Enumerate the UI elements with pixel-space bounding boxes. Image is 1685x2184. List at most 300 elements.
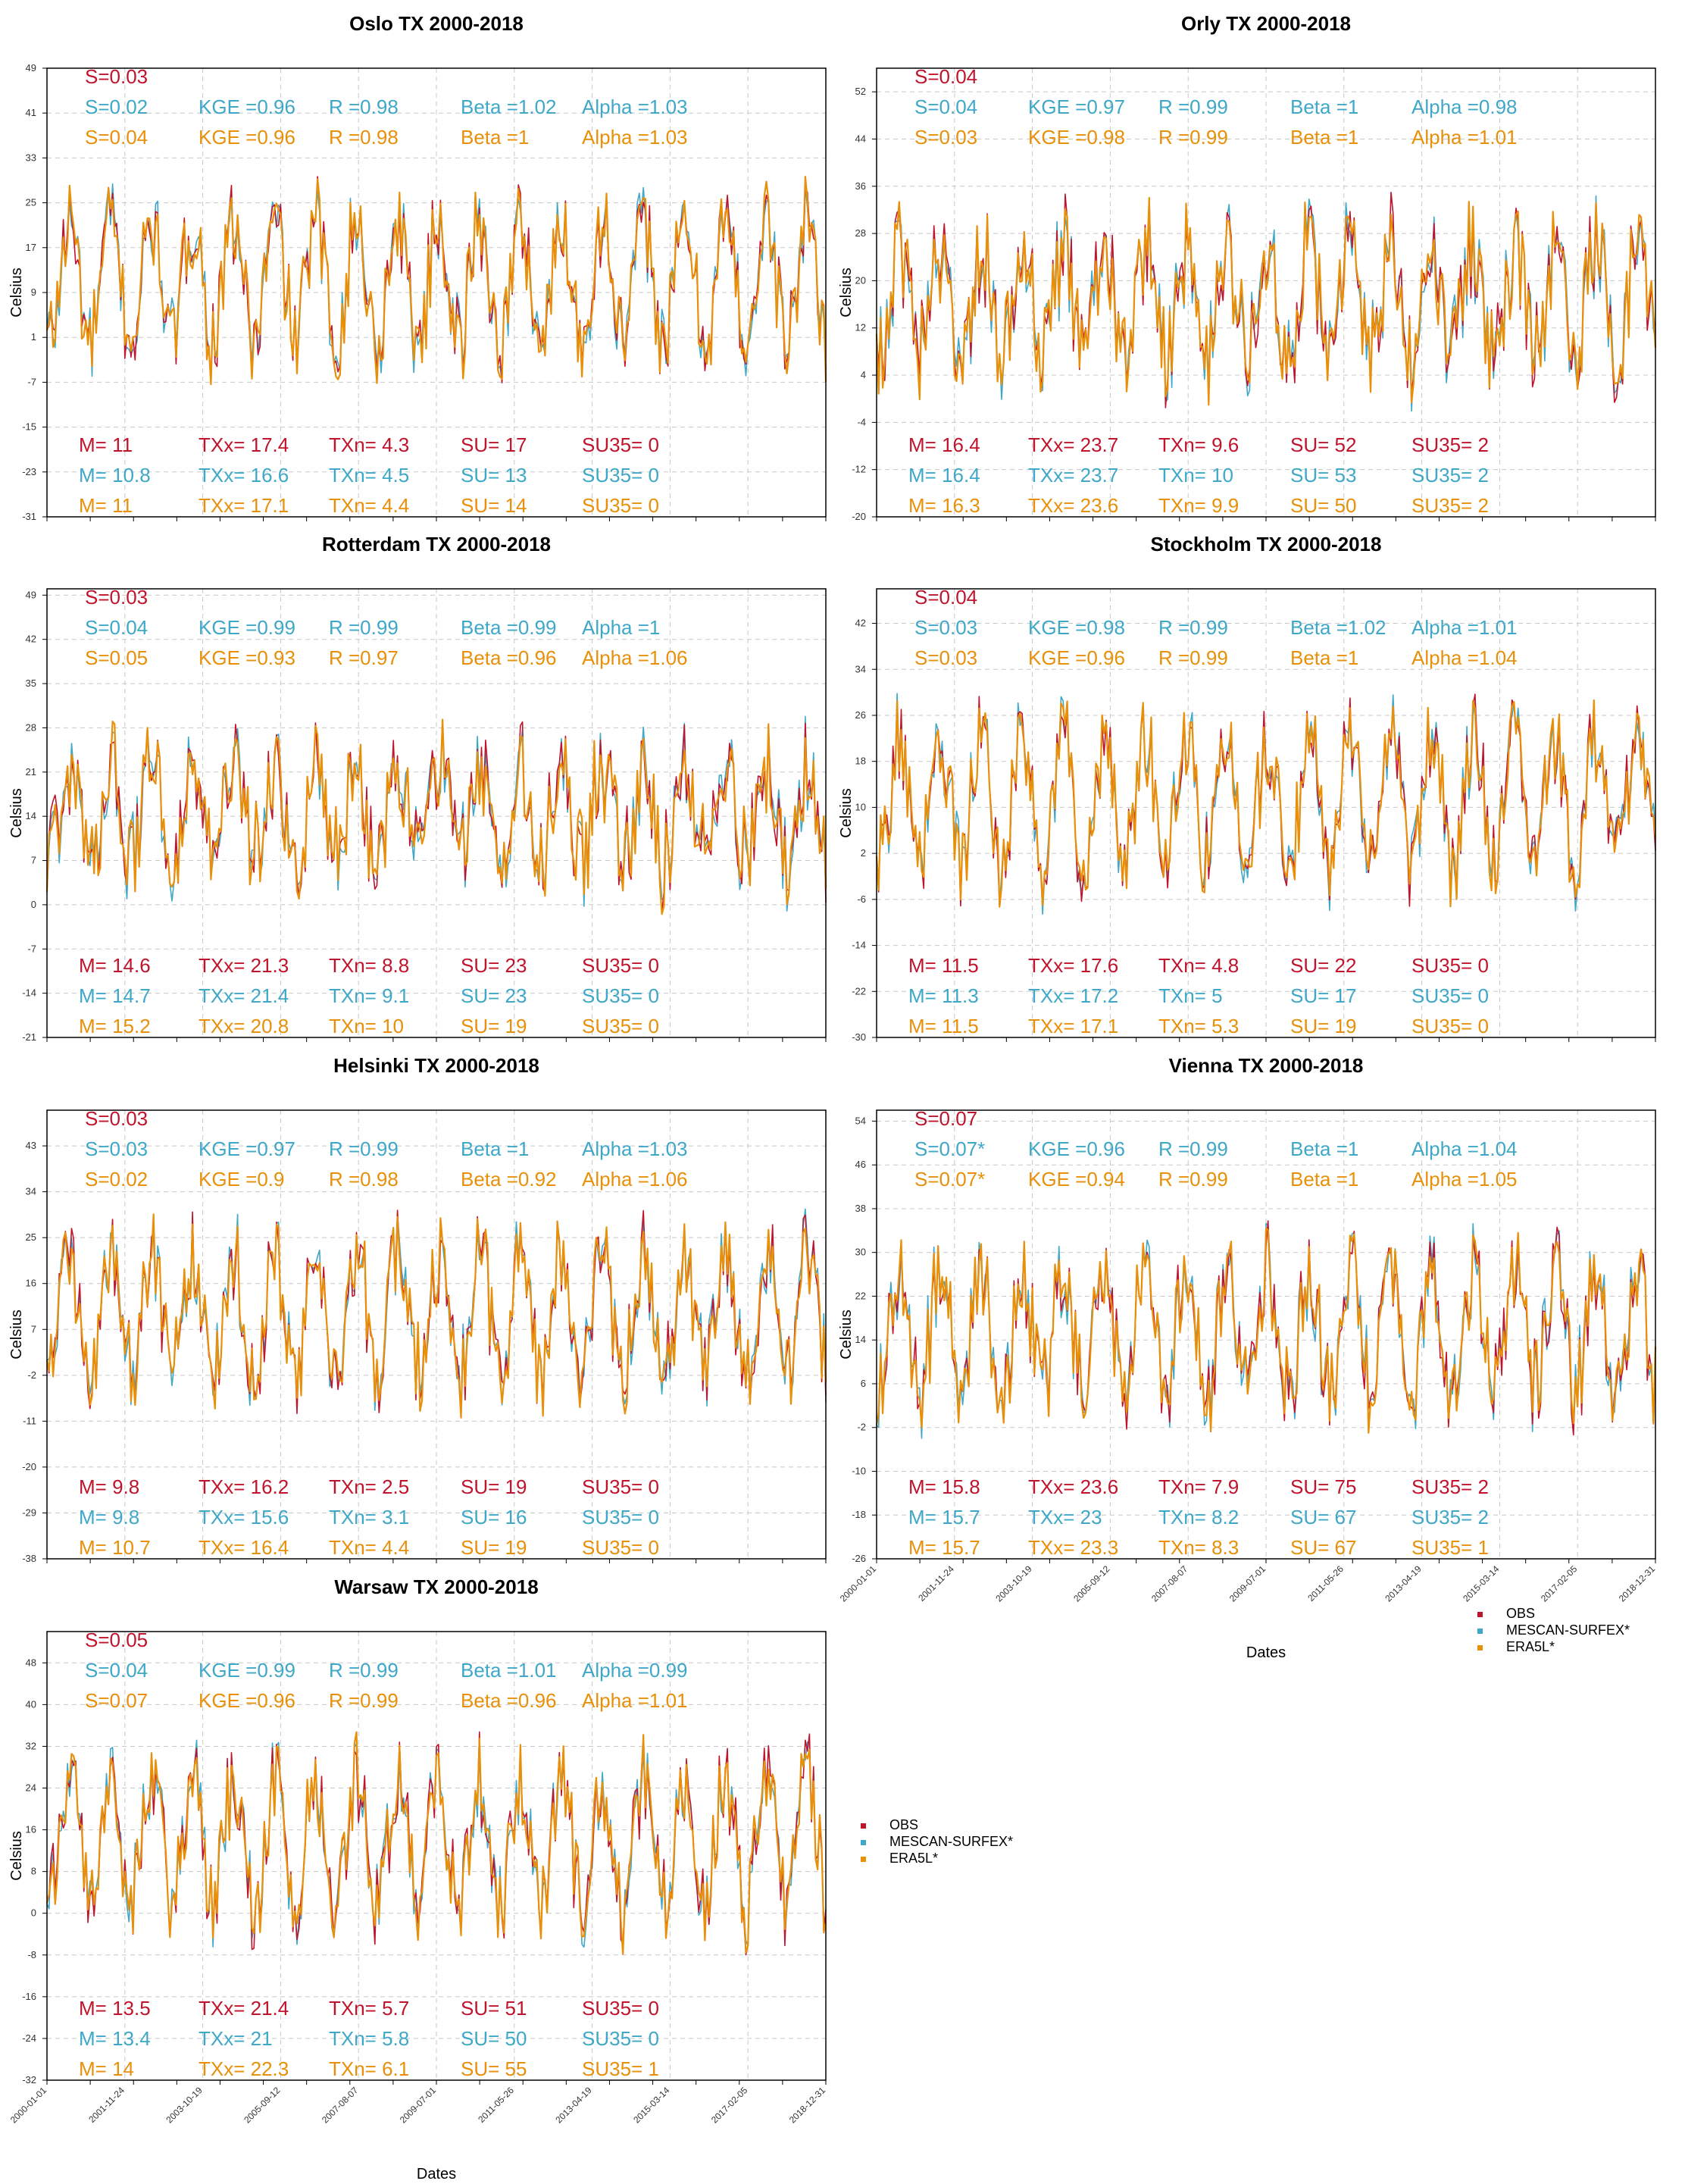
stat-label: S=0.04 (85, 126, 148, 149)
y-tick-label: 54 (855, 1115, 866, 1127)
stat-label: TXx= 17.1 (199, 494, 289, 517)
stat-label: KGE =0.96 (199, 95, 295, 118)
stat-label: SU= 19 (461, 1015, 527, 1037)
stat-label: Beta =1.02 (1290, 616, 1386, 639)
y-tick-label: -6 (857, 893, 866, 905)
stat-label: SU= 17 (1290, 984, 1357, 1007)
y-tick-label: -7 (27, 376, 36, 388)
y-tick-label: -22 (852, 985, 866, 997)
x-axis-label: Dates (416, 2166, 457, 2182)
y-tick-label: -26 (852, 1553, 866, 1564)
y-tick-label: 0 (30, 1907, 36, 1919)
stat-label: S=0.02 (85, 1168, 148, 1191)
stat-label: M= 11.3 (908, 984, 979, 1007)
y-tick-label: 16 (25, 1277, 36, 1289)
stat-label: S=0.04 (914, 65, 978, 88)
stat-label: SU= 52 (1290, 433, 1357, 456)
y-tick-label: -14 (22, 987, 36, 999)
y-tick-label: 14 (855, 1334, 866, 1346)
stat-label: TXn= 6.1 (329, 2057, 410, 2080)
stat-label: TXx= 17.2 (1028, 984, 1119, 1007)
stat-label: S=0.07 (914, 1107, 978, 1130)
stat-label: TXn= 2.5 (329, 1475, 410, 1498)
y-tick-label: 21 (25, 765, 36, 778)
stat-label: SU= 19 (461, 1536, 527, 1559)
x-tick-label: 2009-07-01 (1227, 1563, 1268, 1604)
stat-label: SU= 19 (1290, 1015, 1357, 1037)
legend-entry: MESCAN-SURFEX* (1506, 1622, 1630, 1638)
stat-label: TXn= 4.4 (329, 494, 410, 517)
legend (1477, 1606, 1630, 1654)
stat-label: KGE =0.99 (199, 1659, 295, 1682)
stat-label: TXx= 15.6 (199, 1506, 289, 1528)
stat-label: SU35= 0 (582, 433, 659, 456)
stat-label: SU= 13 (461, 464, 527, 487)
y-tick-label: -15 (22, 421, 36, 433)
stat-label: TXx= 23 (1028, 1506, 1102, 1528)
stat-label: S=0.07* (914, 1168, 986, 1191)
x-axis-label: Dates (1246, 1644, 1286, 1661)
stat-label: Alpha =1.05 (1411, 1168, 1518, 1191)
chart-title: Oslo TX 2000-2018 (349, 12, 524, 35)
stat-label: SU= 17 (461, 433, 527, 456)
stat-label: M= 13.4 (79, 2027, 151, 2050)
legend-entry: OBS (1506, 1606, 1536, 1621)
stat-label: TXx= 21.4 (199, 1997, 289, 2020)
y-tick-label: 2 (860, 847, 866, 859)
stat-label: SU= 50 (461, 2027, 527, 2050)
chart-title: Helsinki TX 2000-2018 (333, 1054, 539, 1077)
stat-label: TXx= 23.7 (1028, 464, 1119, 487)
stat-label: Beta =1 (461, 1137, 530, 1160)
stat-label: SU= 22 (1290, 954, 1357, 977)
y-tick-label: 25 (25, 196, 36, 208)
stat-label: TXn= 5.3 (1158, 1015, 1240, 1037)
stat-label: TXx= 16.4 (199, 1536, 289, 1559)
stat-label: KGE =0.93 (199, 646, 295, 669)
stat-label: SU35= 2 (1411, 433, 1489, 456)
stat-label: Beta =1 (1290, 95, 1359, 118)
stat-label: KGE =0.96 (1028, 646, 1125, 669)
stat-label: R =0.99 (329, 1689, 399, 1712)
stat-label: Alpha =1.01 (582, 1689, 688, 1712)
stat-label: M= 14.6 (79, 954, 151, 977)
stat-label: M= 11.5 (908, 954, 979, 977)
y-tick-label: 34 (25, 1185, 36, 1197)
stat-label: TXx= 17.1 (1028, 1015, 1119, 1037)
stat-label: SU= 55 (461, 2057, 527, 2080)
stat-label: Beta =1 (1290, 126, 1359, 149)
stat-label: SU35= 0 (582, 1506, 659, 1528)
stat-label: TXn= 5 (1158, 984, 1223, 1007)
stat-label: SU= 67 (1290, 1506, 1357, 1528)
x-tick-label: 2018-12-31 (1616, 1563, 1658, 1604)
stat-label: M= 10.7 (79, 1536, 151, 1559)
x-tick-label: 2001-11-24 (86, 2085, 127, 2125)
y-tick-label: -30 (852, 1031, 866, 1043)
legend-swatch (1477, 1629, 1483, 1634)
chart-panel (8, 533, 826, 1043)
x-tick-label: 2005-09-12 (1071, 1563, 1112, 1604)
stat-label: KGE =0.98 (1028, 126, 1125, 149)
stat-label: Alpha =1.04 (1411, 646, 1518, 669)
stat-label: TXn= 4.8 (1158, 954, 1240, 977)
stat-label: Beta =1 (1290, 1137, 1359, 1160)
stat-label: SU35= 0 (582, 2027, 659, 2050)
stat-label: TXn= 3.1 (329, 1506, 410, 1528)
stat-label: SU= 23 (461, 984, 527, 1007)
stat-label: Alpha =1.03 (582, 1137, 688, 1160)
stat-label: Alpha =1.04 (1411, 1137, 1518, 1160)
stat-label: Alpha =1.06 (582, 1168, 688, 1191)
stat-label: M= 16.4 (908, 433, 980, 456)
stat-label: S=0.03 (85, 1107, 148, 1130)
y-tick-label: -2 (857, 1421, 866, 1433)
y-tick-label: -10 (852, 1465, 866, 1477)
stat-label: SU= 53 (1290, 464, 1357, 487)
stat-label: TXn= 8.2 (1158, 1506, 1240, 1528)
y-tick-label: -29 (22, 1507, 36, 1519)
stat-label: Beta =1.01 (461, 1659, 557, 1682)
stat-label: SU35= 0 (582, 1015, 659, 1037)
y-tick-label: 26 (855, 709, 866, 721)
x-tick-label: 2000-01-01 (837, 1563, 879, 1604)
stat-label: R =0.99 (1158, 1168, 1228, 1191)
y-axis-label: Celsius (838, 788, 855, 838)
stat-label: M= 15.2 (79, 1015, 151, 1037)
stat-label: R =0.98 (329, 95, 399, 118)
stat-label: S=0.03 (85, 586, 148, 609)
stat-label: TXn= 4.5 (329, 464, 410, 487)
stat-label: TXx= 21 (199, 2027, 273, 2050)
stat-label: TXx= 23.7 (1028, 433, 1119, 456)
stat-label: M= 10.8 (79, 464, 151, 487)
y-tick-label: 22 (855, 1290, 866, 1302)
y-tick-label: 20 (855, 274, 866, 286)
stat-label: S=0.05 (85, 646, 148, 669)
stat-label: Beta =0.99 (461, 616, 557, 639)
x-tick-label: 2005-09-12 (242, 2085, 283, 2126)
stat-label: R =0.99 (329, 1137, 399, 1160)
stat-label: TXx= 22.3 (199, 2057, 289, 2080)
x-tick-label: 2015-03-14 (631, 2085, 672, 2126)
legend-swatch (1477, 1645, 1483, 1651)
x-tick-label: 2003-10-19 (164, 2085, 205, 2126)
legend-entry: ERA5L* (889, 1851, 939, 1866)
y-tick-label: -38 (22, 1553, 36, 1564)
x-tick-label: 2007-08-07 (1149, 1563, 1190, 1604)
y-axis-label: Celsius (838, 268, 855, 318)
stat-label: KGE =0.98 (1028, 616, 1125, 639)
chart-panel (8, 1054, 826, 1564)
y-tick-label: 49 (25, 62, 36, 74)
y-tick-label: 16 (25, 1823, 36, 1835)
stat-label: SU35= 0 (582, 984, 659, 1007)
legend-swatch (1477, 1612, 1483, 1617)
stat-label: M= 16.4 (908, 464, 980, 487)
stat-label: KGE =0.97 (199, 1137, 295, 1160)
y-tick-label: -20 (22, 1460, 36, 1472)
y-tick-label: 12 (855, 321, 866, 333)
legend-entry: ERA5L* (1506, 1639, 1555, 1654)
stat-label: M= 13.5 (79, 1997, 151, 2020)
stat-label: TXn= 10 (1158, 464, 1234, 487)
stat-label: SU35= 2 (1411, 1506, 1489, 1528)
stat-label: S=0.02 (85, 95, 148, 118)
stat-label: Alpha =1 (582, 616, 661, 639)
stat-label: R =0.99 (1158, 126, 1228, 149)
y-tick-label: 48 (25, 1657, 36, 1669)
x-tick-label: 2018-12-31 (786, 2085, 828, 2126)
stat-label: SU35= 1 (582, 2057, 659, 2080)
y-axis-label: Celsius (8, 788, 25, 838)
stat-label: Alpha =1.06 (582, 646, 688, 669)
stat-label: Beta =1 (1290, 1168, 1359, 1191)
x-tick-label: 2000-01-01 (8, 2085, 49, 2126)
x-tick-label: 2013-04-19 (553, 2085, 594, 2126)
stat-label: KGE =0.96 (1028, 1137, 1125, 1160)
y-tick-label: 40 (25, 1698, 36, 1710)
y-tick-label: 46 (855, 1159, 866, 1171)
stat-label: SU35= 0 (1411, 984, 1489, 1007)
stat-label: M= 14.7 (79, 984, 151, 1007)
y-axis-label: Celsius (8, 268, 25, 318)
legend-swatch (861, 1857, 866, 1862)
y-tick-label: 28 (855, 227, 866, 239)
y-tick-label: -32 (22, 2074, 36, 2085)
stat-label: TXx= 20.8 (199, 1015, 289, 1037)
stat-label: SU35= 0 (1411, 954, 1489, 977)
stat-label: S=0.07* (914, 1137, 986, 1160)
y-tick-label: 7 (30, 1323, 36, 1335)
stat-label: TXx= 17.4 (199, 433, 289, 456)
x-tick-label: 2003-10-19 (993, 1563, 1034, 1604)
stat-label: SU= 16 (461, 1506, 527, 1528)
chart-panel (838, 12, 1655, 522)
stat-label: SU= 50 (1290, 494, 1357, 517)
stat-label: R =0.98 (329, 126, 399, 149)
stat-label: M= 16.3 (908, 494, 980, 517)
stat-label: KGE =0.99 (199, 616, 295, 639)
stat-label: Beta =1 (1290, 646, 1359, 669)
y-axis-label: Celsius (8, 1309, 25, 1360)
stat-label: KGE =0.94 (1028, 1168, 1125, 1191)
stat-label: SU35= 2 (1411, 464, 1489, 487)
y-tick-label: 33 (25, 152, 36, 164)
y-tick-label: -18 (852, 1509, 866, 1521)
x-tick-label: 2001-11-24 (916, 1563, 956, 1604)
y-tick-label: 43 (25, 1140, 36, 1152)
x-tick-label: 2015-03-14 (1461, 1563, 1502, 1604)
stat-label: Beta =1 (461, 126, 530, 149)
stat-label: Alpha =0.99 (582, 1659, 688, 1682)
x-tick-label: 2017-02-05 (1539, 1563, 1580, 1604)
y-tick-label: 10 (855, 801, 866, 813)
stat-label: SU= 19 (461, 1475, 527, 1498)
stat-label: TXn= 4.4 (329, 1536, 410, 1559)
stat-label: S=0.07 (85, 1689, 148, 1712)
stat-label: M= 15.7 (908, 1506, 980, 1528)
stat-label: M= 15.7 (908, 1536, 980, 1559)
stat-label: S=0.03 (914, 646, 978, 669)
y-tick-label: 1 (30, 331, 36, 343)
stat-label: SU35= 0 (582, 1997, 659, 2020)
y-tick-label: 8 (30, 1865, 36, 1877)
legend-swatch (861, 1840, 866, 1845)
y-tick-label: -11 (23, 1415, 36, 1427)
y-tick-label: 52 (855, 86, 866, 98)
stat-label: TXn= 10 (329, 1015, 405, 1037)
stat-label: SU35= 0 (582, 1536, 659, 1559)
stat-label: M= 9.8 (79, 1475, 140, 1498)
y-tick-label: 42 (855, 617, 866, 629)
stat-label: SU35= 1 (1411, 1536, 1489, 1559)
stat-label: S=0.03 (914, 126, 978, 149)
y-tick-label: -7 (27, 943, 36, 955)
stat-label: TXn= 8.8 (329, 954, 410, 977)
stat-label: R =0.97 (329, 646, 399, 669)
stat-label: TXn= 5.8 (329, 2027, 410, 2050)
stat-label: TXx= 16.6 (199, 464, 289, 487)
chart-title: Orly TX 2000-2018 (1180, 12, 1352, 35)
y-tick-label: 36 (855, 180, 866, 192)
stat-label: SU= 67 (1290, 1536, 1357, 1559)
stat-label: TXx= 21.3 (199, 954, 289, 977)
y-tick-label: -24 (22, 2032, 36, 2044)
stat-label: KGE =0.9 (199, 1168, 285, 1191)
chart-title: Warsaw TX 2000-2018 (334, 1575, 539, 1598)
stat-label: TXx= 21.4 (199, 984, 289, 1007)
stat-label: SU35= 2 (1411, 1475, 1489, 1498)
y-tick-label: 17 (25, 241, 36, 253)
stat-label: S=0.03 (85, 1137, 148, 1160)
y-tick-label: 14 (25, 810, 36, 822)
stat-label: KGE =0.96 (199, 1689, 295, 1712)
stat-label: SU35= 0 (582, 494, 659, 517)
stat-label: R =0.99 (1158, 95, 1228, 118)
y-tick-label: 9 (30, 286, 36, 298)
x-tick-label: 2007-08-07 (320, 2085, 361, 2126)
y-tick-label: -21 (22, 1031, 36, 1043)
stat-label: TXn= 9.9 (1158, 494, 1240, 517)
stat-label: KGE =0.97 (1028, 95, 1125, 118)
y-axis-label: Celsius (838, 1309, 855, 1360)
stat-label: R =0.99 (1158, 1137, 1228, 1160)
y-tick-label: -4 (857, 416, 866, 428)
stat-label: Alpha =1.01 (1411, 616, 1518, 639)
y-tick-label: 18 (855, 755, 866, 767)
stat-label: TXn= 9.6 (1158, 433, 1240, 456)
stat-label: M= 14 (79, 2057, 134, 2080)
legend-entry: MESCAN-SURFEX* (889, 1834, 1014, 1849)
x-tick-label: 2011-05-26 (476, 2085, 516, 2125)
stat-label: Beta =0.96 (461, 1689, 557, 1712)
x-tick-label: 2013-04-19 (1383, 1563, 1424, 1604)
stat-label: Beta =0.96 (461, 646, 557, 669)
y-tick-label: -12 (852, 463, 866, 475)
stat-label: SU= 51 (461, 1997, 527, 2020)
y-tick-label: 34 (855, 663, 866, 675)
stat-label: M= 11 (79, 433, 133, 456)
stat-label: Alpha =1.03 (582, 126, 688, 149)
stat-label: R =0.98 (329, 1168, 399, 1191)
y-tick-label: 4 (860, 369, 866, 381)
chart-title: Rotterdam TX 2000-2018 (321, 533, 552, 555)
stat-label: TXn= 9.1 (329, 984, 410, 1007)
stat-label: Beta =0.92 (461, 1168, 557, 1191)
stat-label: R =0.99 (329, 1659, 399, 1682)
legend-swatch (861, 1823, 866, 1829)
y-tick-label: 25 (25, 1231, 36, 1244)
y-tick-label: 30 (855, 1246, 866, 1258)
stat-label: SU35= 0 (1411, 1015, 1489, 1037)
stat-label: M= 11 (79, 494, 133, 517)
chart-panel (838, 1054, 1658, 1661)
stat-label: S=0.04 (914, 95, 978, 118)
y-tick-label: -16 (22, 1990, 36, 2002)
y-tick-label: 49 (25, 589, 36, 601)
stat-label: SU= 14 (461, 494, 527, 517)
y-tick-label: -2 (27, 1369, 36, 1381)
y-tick-label: 44 (855, 133, 866, 145)
y-tick-label: 41 (25, 107, 36, 119)
stat-label: R =0.99 (329, 616, 399, 639)
chart-title: Stockholm TX 2000-2018 (1150, 533, 1382, 555)
y-tick-label: -8 (27, 1948, 36, 1960)
stat-label: TXx= 23.3 (1028, 1536, 1119, 1559)
legend (861, 1817, 1013, 1866)
y-tick-label: 6 (860, 1377, 866, 1389)
stat-label: S=0.03 (914, 616, 978, 639)
y-axis-label: Celsius (8, 1831, 25, 1881)
y-tick-label: 42 (25, 633, 36, 645)
stat-label: TXx= 23.6 (1028, 1475, 1119, 1498)
x-tick-label: 2017-02-05 (709, 2085, 750, 2126)
stat-label: SU35= 0 (582, 1475, 659, 1498)
y-tick-label: 7 (30, 854, 36, 866)
stat-label: TXx= 16.2 (199, 1475, 289, 1498)
stat-label: M= 9.8 (79, 1506, 140, 1528)
chart-panel (8, 1575, 828, 2182)
stat-label: Alpha =0.98 (1411, 95, 1518, 118)
stat-label: SU= 75 (1290, 1475, 1357, 1498)
stat-label: S=0.04 (85, 1659, 148, 1682)
stat-label: TXn= 7.9 (1158, 1475, 1240, 1498)
stat-label: TXn= 8.3 (1158, 1536, 1240, 1559)
legend-entry: OBS (889, 1817, 919, 1832)
stat-label: R =0.99 (1158, 616, 1228, 639)
stat-label: SU= 23 (461, 954, 527, 977)
y-tick-label: 32 (25, 1740, 36, 1752)
stat-label: SU35= 0 (582, 954, 659, 977)
chart-panel (838, 533, 1655, 1043)
stat-label: Beta =1.02 (461, 95, 557, 118)
y-tick-label: 28 (25, 721, 36, 734)
y-tick-label: -14 (852, 939, 866, 951)
stat-label: S=0.05 (85, 1629, 148, 1651)
y-tick-label: -31 (22, 511, 36, 522)
stat-label: S=0.04 (914, 586, 978, 609)
stat-label: TXx= 17.6 (1028, 954, 1119, 977)
y-tick-label: 24 (25, 1782, 36, 1794)
stat-label: Alpha =1.03 (582, 95, 688, 118)
stat-label: M= 11.5 (908, 1015, 979, 1037)
stat-label: SU35= 0 (582, 464, 659, 487)
stat-label: S=0.04 (85, 616, 148, 639)
chart-panel (8, 12, 826, 522)
stat-label: M= 15.8 (908, 1475, 980, 1498)
stat-label: TXn= 5.7 (329, 1997, 410, 2020)
